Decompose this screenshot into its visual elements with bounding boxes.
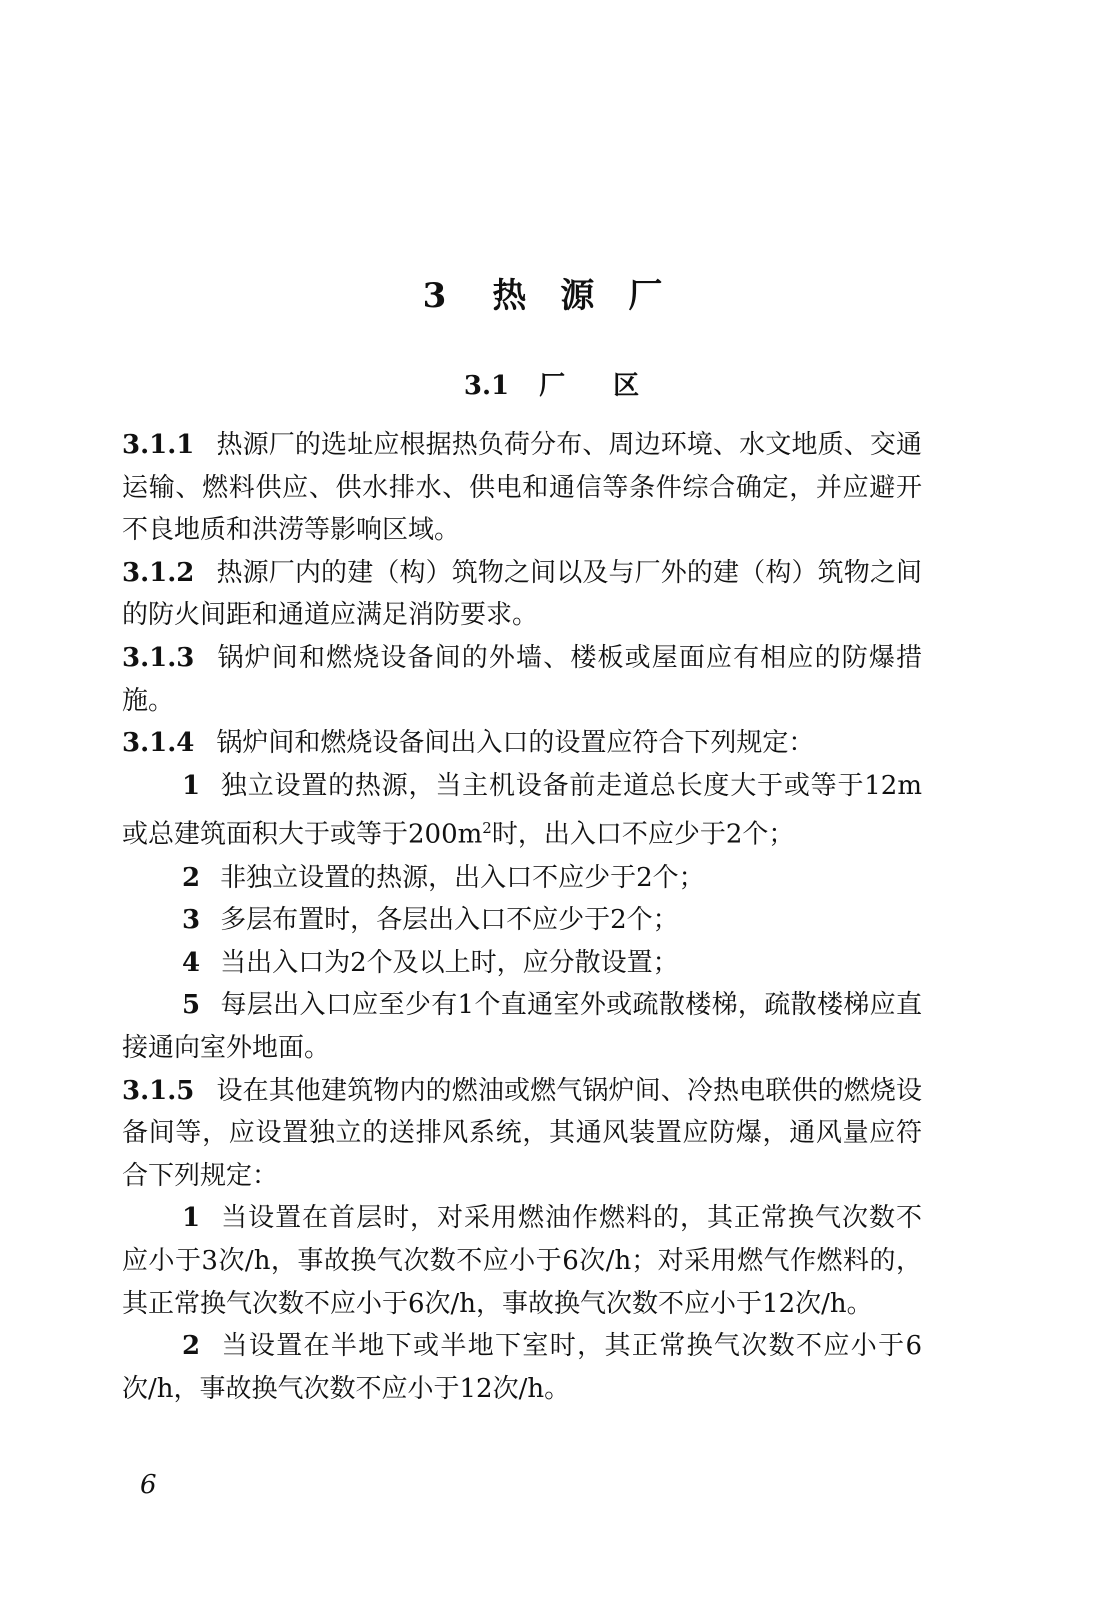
clause-3-1-4	[122, 722, 922, 765]
item-number: 5	[182, 990, 201, 1021]
clause-3-1-3	[122, 637, 922, 722]
list-item	[122, 857, 922, 900]
section-title-char: 厂	[539, 371, 566, 401]
section-number: 3.1	[463, 371, 510, 401]
clause-3-1-2	[122, 552, 922, 637]
list-item	[122, 899, 922, 942]
chapter-title-char: 源	[560, 276, 597, 316]
item-text: 多层布置时，各层出入口不应少于2个；	[220, 905, 679, 936]
page-number: 6	[140, 1470, 157, 1500]
clause-number: 3.1.5	[122, 1075, 195, 1106]
clause-3-1-5	[122, 1070, 922, 1198]
chapter-title-char: 厂	[628, 276, 665, 316]
item-text: 当设置在首层时，对采用燃油作燃料的，其正常换气次数不应小于3次/h，事故换气次数不应小于6次/h；对采用燃气作燃料的，其正常换气次数不应小于6次/h，事故换气次数不应小于12次/h。	[122, 1203, 922, 1319]
item-number: 1	[182, 770, 201, 801]
clause-number: 3.1.4	[122, 728, 195, 759]
clause-text: 热源厂的选址应根据热负荷分布、周边环境、水文地质、交通运输、燃料供应、供水排水、供电和通信等条件综合确定，并应避开不良地质和洪涝等影响区域。	[122, 430, 922, 546]
item-text: 当设置在半地下或半地下室时，其正常换气次数不应小于6次/h，事故换气次数不应小于12次/h。	[122, 1331, 922, 1404]
list-item	[122, 984, 922, 1069]
clause-text: 设在其他建筑物内的燃油或燃气锅炉间、冷热电联供的燃烧设备间等，应设置独立的送排风系统，其通风装置应防爆，通风量应符合下列规定：	[122, 1075, 922, 1191]
item-text: 当出入口为2个及以上时，应分散设置；	[220, 947, 679, 978]
clause-text: 锅炉间和燃烧设备间的外墙、楼板或屋面应有相应的防爆措施。	[122, 642, 922, 716]
item-number: 2	[182, 1331, 201, 1362]
list-item	[122, 1325, 922, 1410]
list-item	[122, 765, 922, 857]
item-text: 非独立设置的热源，出入口不应少于2个；	[220, 862, 705, 893]
chapter-title	[0, 268, 1103, 317]
body-text	[122, 424, 922, 1410]
item-text: 每层出入口应至少有1个直通室外或疏散楼梯，疏散楼梯应直接通向室外地面。	[122, 990, 922, 1063]
clause-text: 热源厂内的建（构）筑物之间以及与厂外的建（构）筑物之间的防火间距和通道应满足消防要求。	[122, 557, 922, 631]
clause-number: 3.1.2	[122, 557, 195, 588]
item-text: 独立设置的热源，当主机设备前走道总长度大于或等于12m或总建筑面积大于或等于200m	[122, 770, 922, 850]
section-title	[0, 365, 1103, 402]
clause-3-1-1	[122, 424, 922, 552]
list-item	[122, 1197, 922, 1325]
list-item	[122, 942, 922, 985]
item-number: 3	[182, 905, 201, 936]
section-title-char: 区	[613, 371, 640, 401]
chapter-title-char: 热	[492, 276, 529, 316]
clause-text: 锅炉间和燃烧设备间出入口的设置应符合下列规定：	[216, 728, 815, 759]
item-number: 1	[182, 1203, 201, 1234]
item-number: 2	[182, 862, 201, 893]
item-number: 4	[182, 947, 201, 978]
chapter-number: 3	[422, 276, 449, 316]
clause-number: 3.1.3	[122, 642, 195, 673]
clause-number: 3.1.1	[122, 430, 195, 460]
item-text: 时，出入口不应少于2个；	[491, 820, 795, 850]
superscript: 2	[482, 819, 492, 838]
